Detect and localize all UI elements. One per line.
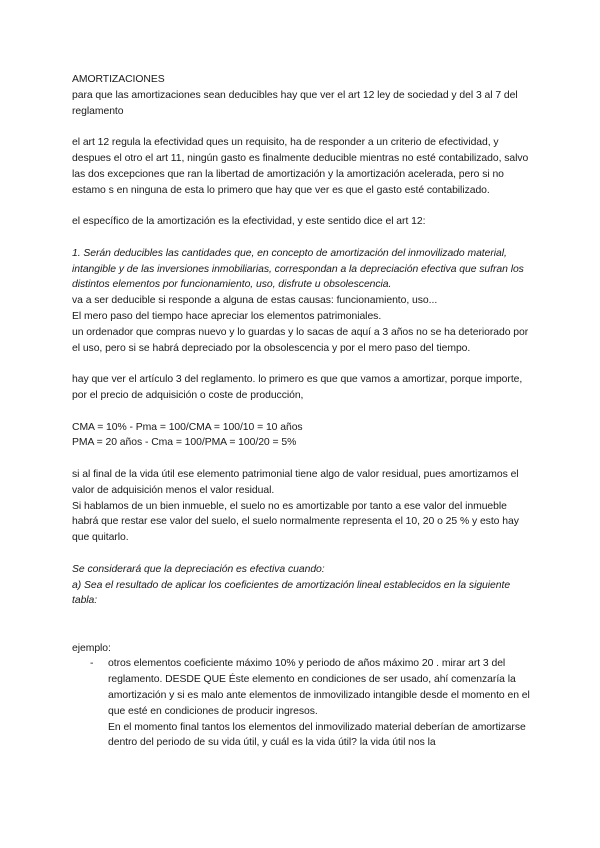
residual-paragraph: si al final de la vida útil ese elemento patrimonial tiene algo de valor residual, pues amortizamos el valor de adquisición menos el valor residual. xyxy=(72,468,519,496)
dash-bullet: - xyxy=(90,658,94,670)
art12-quote: 1. Serán deducibles las cantidades que, en concepto de amortización del inmovilizado material, intangible y de las inversiones inmobiliarias, correspondan a la depreciación efectiva que sufran los distintos elementos por funcionamiento, uso, disfrute u obsolescencia. xyxy=(72,247,524,291)
deducible-line: va a ser deducible si responde a alguna de estas causas: funcionamiento, uso... xyxy=(72,295,438,307)
ordenador-paragraph: un ordenador que compras nuevo y lo guardas y lo sacas de aquí a 3 años no se ha deteriorado por el uso, pero si se habrá depreciado por la obsolescencia y por el mero paso del tiempo. xyxy=(72,326,529,354)
ejemplo-list xyxy=(72,656,530,751)
formula-cma: CMA = 10% - Pma = 100/CMA = 100/10 = 10 años xyxy=(72,421,303,433)
intro-paragraph: para que las amortizaciones sean deducibles hay que ver el art 12 ley de sociedad y del 3 al 7 del reglamento xyxy=(72,89,518,117)
especifico-paragraph: el específico de la amortización es la efectividad, y este sentido dice el art 12: xyxy=(72,216,426,228)
reglamento-paragraph: hay que ver el artículo 3 del reglamento. lo primero es que que vamos a amortizar, porque importe, por el precio de adquisición o coste de producción, xyxy=(72,374,523,401)
document-title: AMORTIZACIONES xyxy=(72,74,165,85)
paso-tiempo-line: El mero paso del tiempo hace apreciar los elementos patrimoniales. xyxy=(72,310,382,322)
document-page xyxy=(72,72,530,751)
coeficientes-quote: a) Sea el resultado de aplicar los coeficientes de amortización lineal establecidos en la siguiente tabla: xyxy=(72,579,511,607)
list-item xyxy=(72,656,530,751)
efectiva-quote: Se considerará que la depreciación es efectiva cuando: xyxy=(72,563,325,575)
inmueble-paragraph: Si hablamos de un bien inmueble, el suelo no es amortizable por tanto a ese valor del inmueble habrá que restar ese valor del suelo, el suelo normalmente representa el 10, 20 o 25 % y esto hay que quitarlo. xyxy=(72,500,519,544)
list-item-continuation: En el momento final tantos los elementos del inmovilizado material deberían de amortizarse dentro del periodo de su vida útil, y cuál es la vida útil? la vida útil nos la xyxy=(108,721,526,749)
list-item-text: otros elementos coeficiente máximo 10% y periodo de años máximo 20 . mirar art 3 del reglamento. DESDE QUE Éste elemento en condiciones de ser usado, ahí comenzaría la amortización y si es malo ante elementos de inmovilizado intangible desde el momento en el que esté en condiciones de producir ingresos. xyxy=(108,658,530,717)
art12-paragraph: el art 12 regula la efectividad ques un requisito, ha de responder a un criterio de efectividad, y despues el otro el art 11, ningún gasto es finalmente deducible mientras no esté contabilizado, salvo las dos excepciones que ran la libertad de amortización y la amortización acelerada, pero si no estamo s en ninguna de esta lo primero que hay que ver es que el gasto esté contabilizado. xyxy=(72,137,529,196)
formula-pma: PMA = 20 años - Cma = 100/PMA = 100/20 = 5% xyxy=(72,437,297,449)
ejemplo-label: ejemplo: xyxy=(72,642,111,654)
